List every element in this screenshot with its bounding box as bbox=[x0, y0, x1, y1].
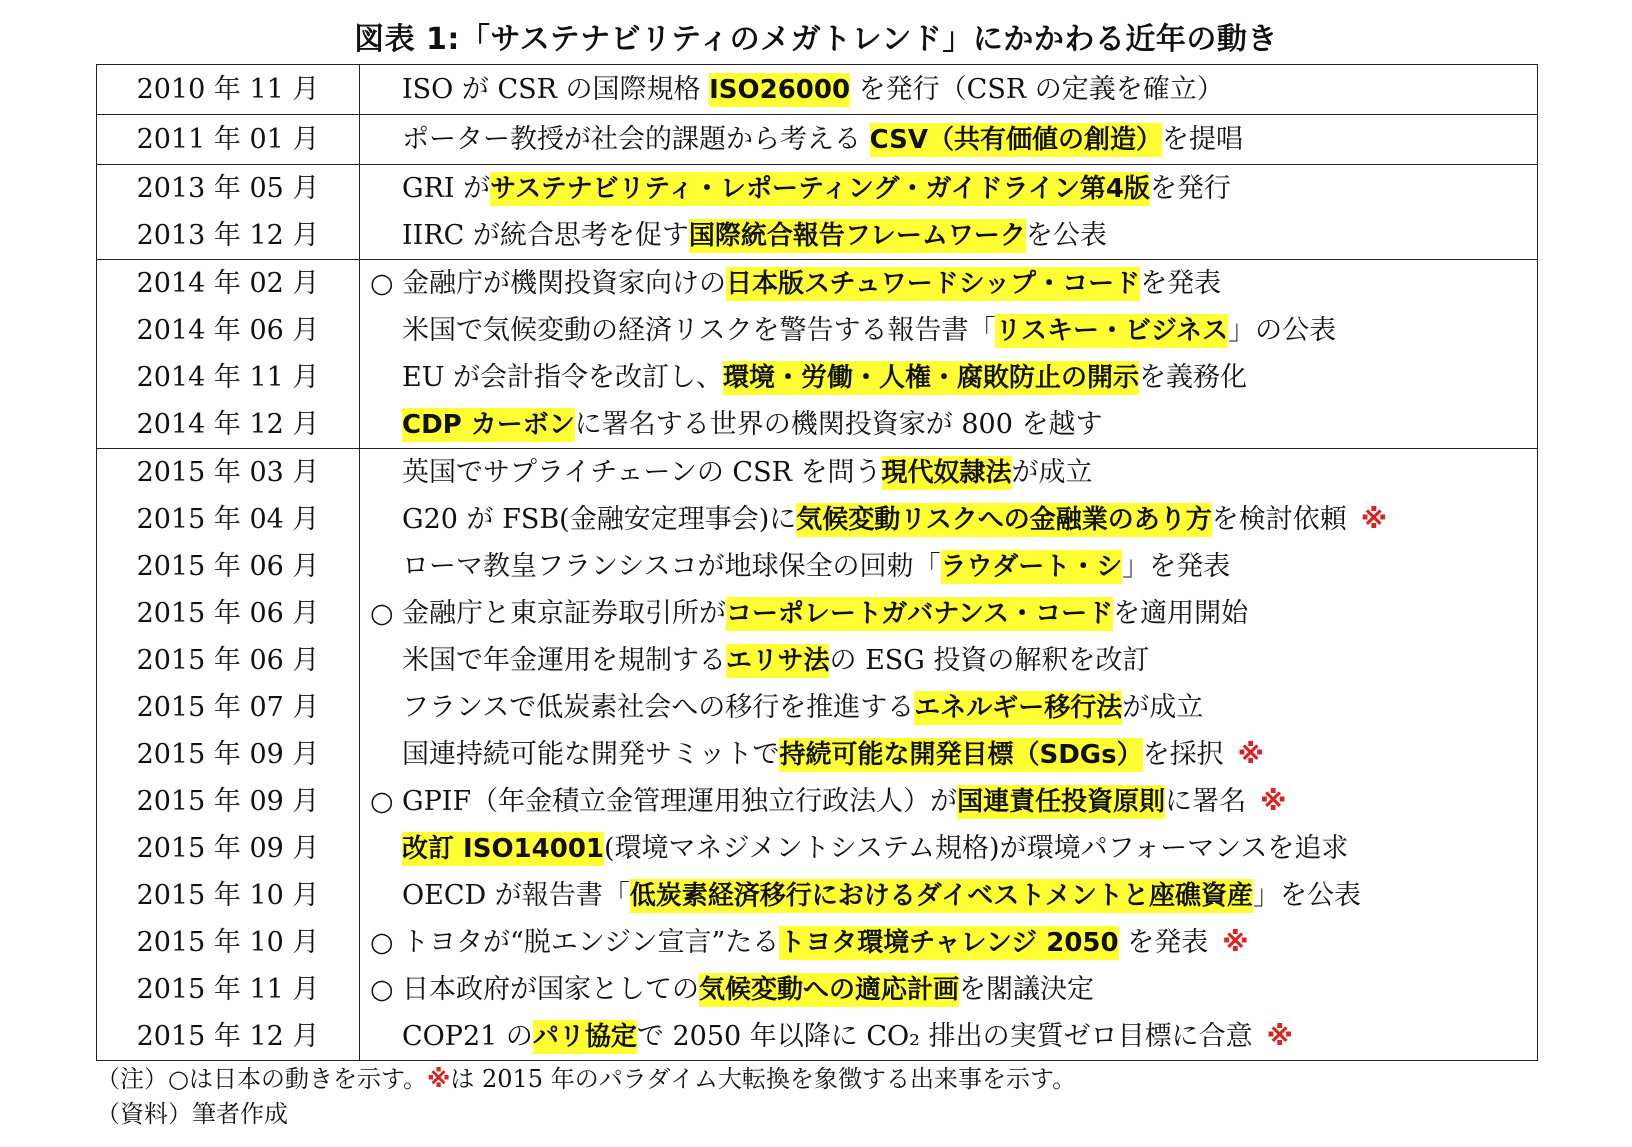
event-date: 2014 年 02 月 bbox=[136, 268, 320, 299]
event-text-post: を採択 bbox=[1142, 739, 1224, 770]
event-text-post: を閣議決定 bbox=[959, 974, 1095, 1005]
event-text-pre: 米国で年金運用を規制する bbox=[402, 645, 726, 676]
event-text-post: を発表 bbox=[1118, 927, 1209, 958]
footnote bbox=[96, 1063, 1076, 1095]
event-date: 2015 年 07 月 bbox=[136, 692, 320, 723]
event-cell bbox=[360, 65, 1538, 115]
date-cell bbox=[97, 260, 360, 449]
event-line bbox=[370, 543, 1537, 590]
event-text-pre: 金融庁が機関投資家向けの bbox=[402, 268, 726, 299]
event-highlight: コーポレートガバナンス・コード bbox=[726, 599, 1114, 629]
event-text-pre: 金融庁と東京証券取引所が bbox=[402, 598, 726, 629]
event-date: 2015 年 06 月 bbox=[136, 551, 320, 582]
event-text-post: の ESG 投資の解釈を改訂 bbox=[829, 645, 1150, 676]
event-date: 2015 年 04 月 bbox=[136, 504, 320, 535]
event-text-post: (環境マネジメントシステム規格)が環境パフォーマンスを追求 bbox=[604, 833, 1349, 864]
paradigm-shift-mark: ※ bbox=[1266, 1021, 1293, 1052]
event-highlight: リスキー・ビジネス bbox=[995, 316, 1229, 346]
timeline-group bbox=[97, 165, 1538, 260]
event-text-pre: 米国で気候変動の経済リスクを警告する報告書「 bbox=[402, 315, 996, 346]
event-date: 2015 年 06 月 bbox=[136, 645, 320, 676]
date-cell bbox=[97, 449, 360, 1061]
date-cell bbox=[97, 65, 360, 115]
event-highlight: 持続可能な開発目標（SDGs） bbox=[779, 740, 1143, 770]
event-line bbox=[370, 1013, 1537, 1060]
event-date: 2013 年 12 月 bbox=[136, 220, 320, 251]
event-date: 2013 年 05 月 bbox=[136, 173, 320, 204]
event-text-post: が成立 bbox=[1122, 692, 1204, 723]
date-cell bbox=[97, 115, 360, 165]
note-mark: ※ bbox=[427, 1065, 451, 1093]
event-date: 2014 年 06 月 bbox=[136, 315, 320, 346]
event-date: 2015 年 11 月 bbox=[136, 974, 320, 1005]
timeline-group bbox=[97, 260, 1538, 449]
event-line bbox=[370, 354, 1537, 401]
paradigm-shift-mark: ※ bbox=[1237, 739, 1264, 770]
event-text-post: に署名する世界の機関投資家が 800 を越す bbox=[574, 409, 1103, 440]
event-highlight: 気候変動リスクへの金融業のあり方 bbox=[796, 505, 1212, 535]
japan-circle-marker: ○ bbox=[370, 974, 394, 1005]
event-highlight: CSV（共有価値の創造） bbox=[869, 125, 1163, 155]
event-highlight: トヨタ環境チャレンジ 2050 bbox=[779, 928, 1119, 958]
note-suffix: は 2015 年のパラダイム大転換を象徴する出来事を示す。 bbox=[450, 1065, 1077, 1093]
japan-circle-marker: ○ bbox=[370, 927, 394, 958]
event-line bbox=[370, 966, 1537, 1013]
timeline-group bbox=[97, 449, 1538, 1061]
event-text-pre: トヨタが“脱エンジン宣言”たる bbox=[402, 927, 780, 958]
event-text-post: に署名 bbox=[1165, 786, 1247, 817]
event-highlight: サステナビリティ・レポーティング・ガイドライン第4版 bbox=[490, 174, 1150, 204]
event-date: 2015 年 03 月 bbox=[136, 457, 320, 488]
event-date: 2015 年 10 月 bbox=[136, 880, 320, 911]
event-line bbox=[370, 590, 1537, 637]
event-text-pre: 英国でサプライチェーンの CSR を問う bbox=[402, 457, 882, 488]
event-line bbox=[370, 731, 1537, 778]
event-text-post: を発表 bbox=[1140, 268, 1222, 299]
timeline-group bbox=[97, 115, 1538, 165]
event-cell bbox=[360, 115, 1538, 165]
event-text-post: を提唱 bbox=[1162, 124, 1244, 155]
event-highlight: CDP カーボン bbox=[402, 410, 575, 440]
event-date: 2015 年 10 月 bbox=[136, 927, 320, 958]
event-line bbox=[370, 401, 1537, 448]
event-text-pre: ポーター教授が社会的課題から考える bbox=[402, 124, 870, 155]
event-line bbox=[370, 684, 1537, 731]
paradigm-shift-mark: ※ bbox=[1360, 504, 1387, 535]
event-highlight: 国連責任投資原則 bbox=[957, 787, 1166, 817]
event-date: 2010 年 11 月 bbox=[136, 74, 320, 105]
event-highlight: エリサ法 bbox=[726, 646, 830, 676]
paradigm-shift-mark: ※ bbox=[1260, 786, 1287, 817]
event-date: 2011 年 01 月 bbox=[136, 124, 320, 155]
event-text-post: を公表 bbox=[1025, 220, 1107, 251]
event-text-pre: 国連持続可能な開発サミットで bbox=[402, 739, 780, 770]
event-text-pre: GRI が bbox=[402, 173, 491, 204]
timeline-table bbox=[96, 64, 1538, 1061]
event-line bbox=[370, 165, 1537, 212]
note-prefix: （注）○は日本の動きを示す。 bbox=[96, 1065, 428, 1093]
japan-circle-marker: ○ bbox=[370, 598, 394, 629]
event-text-post: を義務化 bbox=[1139, 362, 1248, 393]
event-text-post: を適用開始 bbox=[1113, 598, 1249, 629]
event-highlight: 国際統合報告フレームワーク bbox=[688, 221, 1026, 251]
event-line bbox=[370, 825, 1537, 872]
event-line bbox=[370, 637, 1537, 684]
timeline-group bbox=[97, 65, 1538, 115]
event-cell bbox=[360, 165, 1538, 260]
paradigm-shift-mark: ※ bbox=[1222, 927, 1249, 958]
event-text-post: 」を公表 bbox=[1252, 880, 1361, 911]
event-highlight: エネルギー移行法 bbox=[914, 693, 1123, 723]
event-line bbox=[370, 307, 1537, 354]
event-highlight: 日本版スチュワードシップ・コード bbox=[726, 269, 1141, 299]
event-line bbox=[370, 260, 1537, 307]
event-line bbox=[370, 115, 1537, 164]
event-text-pre: 日本政府が国家としての bbox=[402, 974, 699, 1005]
event-date: 2014 年 11 月 bbox=[136, 362, 320, 393]
event-date: 2015 年 06 月 bbox=[136, 598, 320, 629]
event-line bbox=[370, 872, 1537, 919]
japan-circle-marker: ○ bbox=[370, 268, 394, 299]
event-cell bbox=[360, 260, 1538, 449]
event-highlight: パリ協定 bbox=[532, 1022, 637, 1052]
event-highlight: ISO26000 bbox=[709, 75, 851, 105]
event-date: 2015 年 09 月 bbox=[136, 786, 320, 817]
event-text-post: を発行（CSR の定義を確立） bbox=[850, 74, 1224, 105]
event-highlight: 環境・労働・人権・腐敗防止の開示 bbox=[723, 363, 1140, 393]
event-line bbox=[370, 496, 1537, 543]
event-date: 2015 年 09 月 bbox=[136, 739, 320, 770]
figure-title: 図表 1:「サステナビリティのメガトレンド」にかかわる近年の動き bbox=[354, 22, 1278, 57]
event-cell bbox=[360, 449, 1538, 1061]
event-date: 2014 年 12 月 bbox=[136, 409, 320, 440]
event-text-pre: フランスで低炭素社会への移行を推進する bbox=[402, 692, 915, 723]
source-note: （資料）筆者作成 bbox=[96, 1100, 288, 1128]
event-highlight: ラウダート・シ bbox=[940, 552, 1123, 582]
event-text-post: で 2050 年以降に CO₂ 排出の実質ゼロ目標に合意 bbox=[636, 1021, 1253, 1052]
date-cell bbox=[97, 165, 360, 260]
event-text-pre: IIRC が統合思考を促す bbox=[402, 220, 689, 251]
event-highlight: 気候変動への適応計画 bbox=[699, 975, 960, 1005]
event-line bbox=[370, 212, 1537, 259]
event-text-pre: GPIF（年金積立金管理運用独立行政法人）が bbox=[402, 786, 958, 817]
event-line bbox=[370, 65, 1537, 114]
event-highlight: 低炭素経済移行におけるダイベストメントと座礁資産 bbox=[629, 881, 1253, 911]
event-line bbox=[370, 919, 1537, 966]
event-text-pre: EU が会計指令を改訂し、 bbox=[402, 362, 724, 393]
event-line bbox=[370, 778, 1537, 825]
event-text-post: を発行 bbox=[1149, 173, 1231, 204]
event-text-post: 」を発表 bbox=[1122, 551, 1231, 582]
event-line bbox=[370, 449, 1537, 496]
event-highlight: 現代奴隷法 bbox=[881, 458, 1012, 488]
event-date: 2015 年 12 月 bbox=[136, 1021, 320, 1052]
event-text-pre: OECD が報告書「 bbox=[402, 880, 630, 911]
event-text-pre: ISO が CSR の国際規格 bbox=[402, 74, 710, 105]
event-date: 2015 年 09 月 bbox=[136, 833, 320, 864]
japan-circle-marker: ○ bbox=[370, 786, 394, 817]
event-text-pre: ローマ教皇フランシスコが地球保全の回勅「 bbox=[402, 551, 941, 582]
event-text-pre: G20 が FSB(金融安定理事会)に bbox=[402, 504, 797, 535]
event-text-post: を検討依頼 bbox=[1211, 504, 1347, 535]
event-text-post: が成立 bbox=[1011, 457, 1093, 488]
event-text-pre: COP21 の bbox=[402, 1021, 533, 1052]
event-highlight: 改訂 ISO14001 bbox=[402, 834, 605, 864]
event-text-post: 」の公表 bbox=[1228, 315, 1337, 346]
